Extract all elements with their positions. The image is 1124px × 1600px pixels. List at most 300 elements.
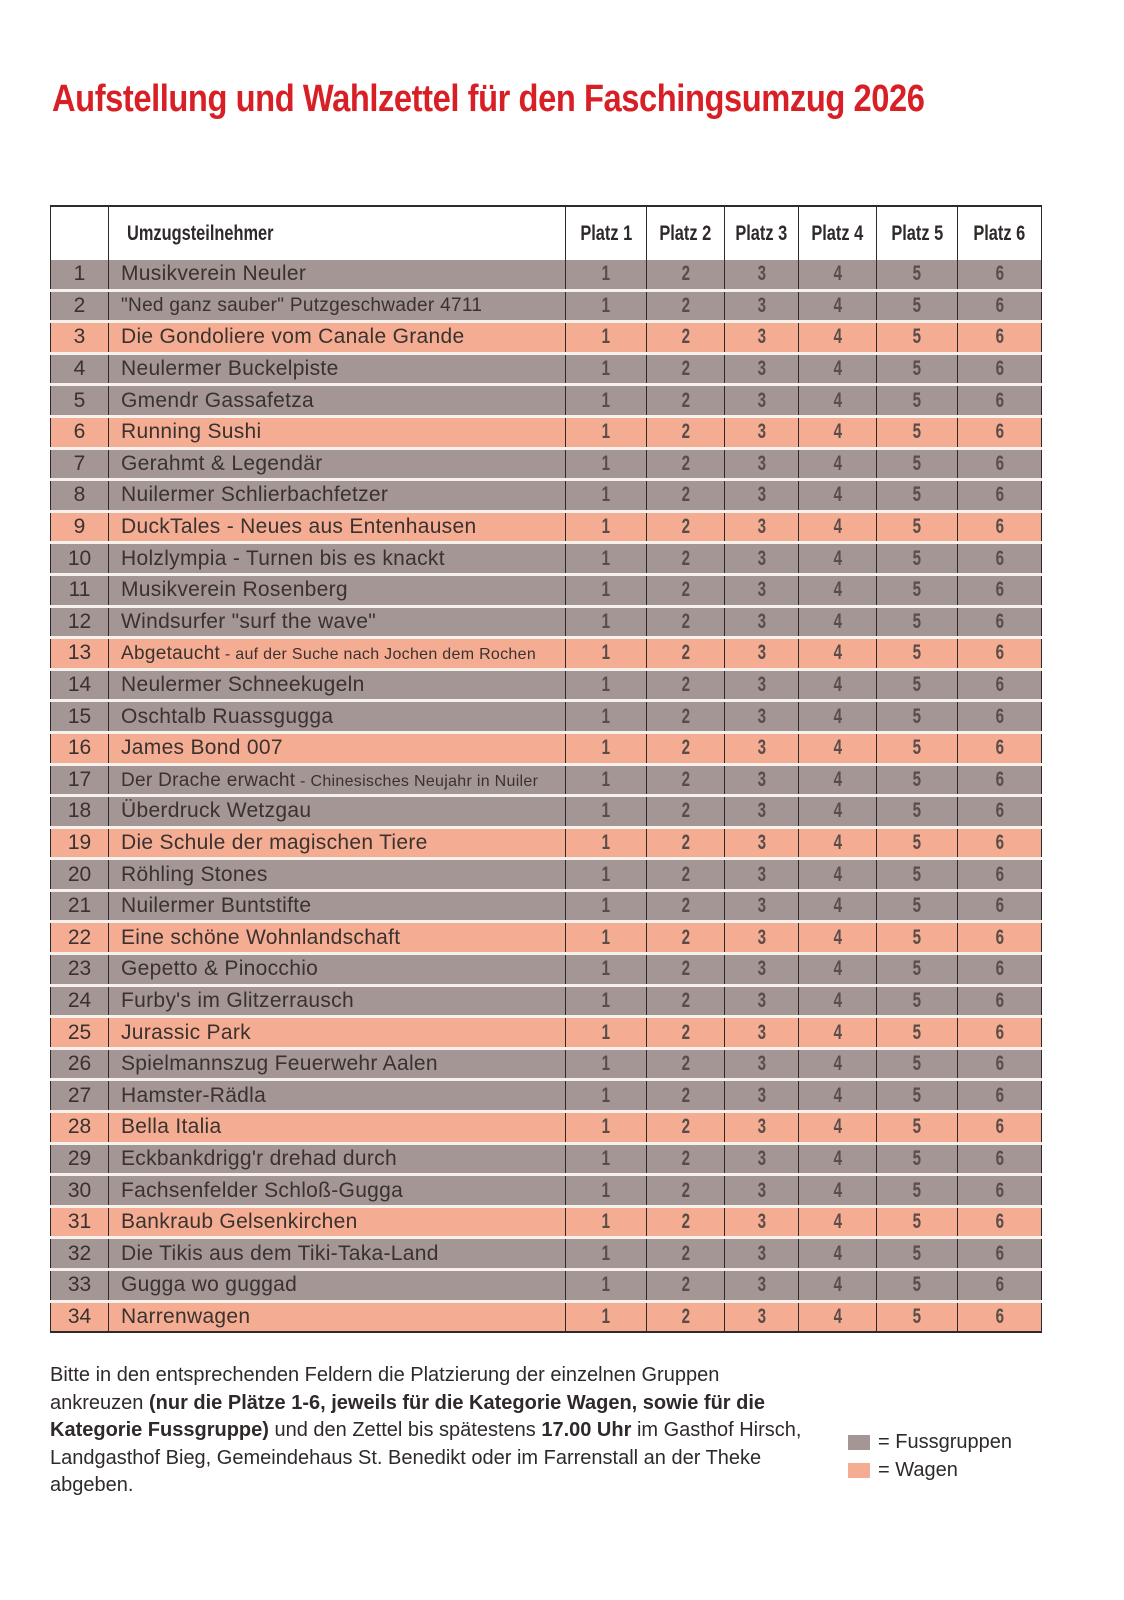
place-2-checkbox[interactable]: 2 xyxy=(647,1080,725,1112)
row-number: 5 xyxy=(51,385,109,417)
participant-name: James Bond 007 xyxy=(109,732,566,764)
place-4-checkbox[interactable]: 4 xyxy=(799,353,877,385)
place-5-checkbox[interactable]: 5 xyxy=(877,511,958,543)
participant-name: Die Tikis aus dem Tiki-Taka-Land xyxy=(109,1238,566,1270)
place-2-checkbox[interactable]: 2 xyxy=(647,1301,725,1332)
place-5-checkbox[interactable]: 5 xyxy=(877,1017,958,1049)
participant-name: Überdruck Wetzgau xyxy=(109,796,566,828)
place-4-checkbox[interactable]: 4 xyxy=(799,669,877,701)
row-number: 13 xyxy=(51,638,109,670)
participant-name: Eckbankdrigg'r drehad durch xyxy=(109,1143,566,1175)
place-2-checkbox[interactable]: 2 xyxy=(647,543,725,575)
place-1-checkbox[interactable]: 1 xyxy=(566,1270,647,1302)
place-3-checkbox[interactable]: 3 xyxy=(725,1112,799,1144)
row-number: 16 xyxy=(51,732,109,764)
place-4-checkbox[interactable]: 4 xyxy=(799,448,877,480)
place-4-checkbox[interactable]: 4 xyxy=(799,1017,877,1049)
place-6-checkbox[interactable]: 6 xyxy=(958,322,1042,354)
place-6-checkbox[interactable]: 6 xyxy=(958,290,1042,322)
place-2-checkbox[interactable]: 2 xyxy=(647,260,725,290)
place-5-checkbox[interactable]: 5 xyxy=(877,890,958,922)
row-number: 28 xyxy=(51,1112,109,1144)
place-2-checkbox[interactable]: 2 xyxy=(647,511,725,543)
place-1-checkbox[interactable]: 1 xyxy=(566,638,647,670)
place-1-checkbox[interactable]: 1 xyxy=(566,416,647,448)
place-2-checkbox[interactable]: 2 xyxy=(647,954,725,986)
place-5-checkbox[interactable]: 5 xyxy=(877,574,958,606)
table-row xyxy=(51,543,1042,575)
place-6-checkbox[interactable]: 6 xyxy=(958,1301,1042,1332)
place-1-checkbox[interactable]: 1 xyxy=(566,322,647,354)
place-2-checkbox[interactable]: 2 xyxy=(647,764,725,796)
place-3-checkbox[interactable]: 3 xyxy=(725,669,799,701)
place-6-checkbox[interactable]: 6 xyxy=(958,1017,1042,1049)
place-2-checkbox[interactable]: 2 xyxy=(647,1017,725,1049)
place-2-checkbox[interactable]: 2 xyxy=(647,890,725,922)
place-3-checkbox[interactable]: 3 xyxy=(725,1017,799,1049)
place-5-checkbox[interactable]: 5 xyxy=(877,1238,958,1270)
place-2-checkbox[interactable]: 2 xyxy=(647,1270,725,1302)
header-place-4: Platz 4 xyxy=(799,206,877,260)
place-4-checkbox[interactable]: 4 xyxy=(799,732,877,764)
place-1-checkbox[interactable]: 1 xyxy=(566,290,647,322)
table-row xyxy=(51,416,1042,448)
place-3-checkbox[interactable]: 3 xyxy=(725,985,799,1017)
row-number: 31 xyxy=(51,1206,109,1238)
place-1-checkbox[interactable]: 1 xyxy=(566,764,647,796)
place-3-checkbox[interactable]: 3 xyxy=(725,511,799,543)
table-row xyxy=(51,1112,1042,1144)
row-number: 15 xyxy=(51,701,109,733)
legend-item-fussgruppen: = Fussgruppen xyxy=(848,1428,1012,1456)
row-number: 21 xyxy=(51,890,109,922)
participant-name: Die Gondoliere vom Canale Grande xyxy=(109,322,566,354)
place-6-checkbox[interactable]: 6 xyxy=(958,985,1042,1017)
place-5-checkbox[interactable]: 5 xyxy=(877,448,958,480)
header-place-2: Platz 2 xyxy=(647,206,725,260)
place-4-checkbox[interactable]: 4 xyxy=(799,954,877,986)
place-6-checkbox[interactable]: 6 xyxy=(958,606,1042,638)
place-4-checkbox[interactable]: 4 xyxy=(799,606,877,638)
place-5-checkbox[interactable]: 5 xyxy=(877,638,958,670)
row-number: 33 xyxy=(51,1270,109,1302)
place-6-checkbox[interactable]: 6 xyxy=(958,796,1042,828)
place-4-checkbox[interactable]: 4 xyxy=(799,796,877,828)
place-3-checkbox[interactable]: 3 xyxy=(725,290,799,322)
place-3-checkbox[interactable]: 3 xyxy=(725,1238,799,1270)
place-1-checkbox[interactable]: 1 xyxy=(566,1017,647,1049)
place-3-checkbox[interactable]: 3 xyxy=(725,701,799,733)
place-1-checkbox[interactable]: 1 xyxy=(566,890,647,922)
place-6-checkbox[interactable]: 6 xyxy=(958,1048,1042,1080)
participant-name: Neulermer Buckelpiste xyxy=(109,353,566,385)
place-4-checkbox[interactable]: 4 xyxy=(799,1175,877,1207)
place-4-checkbox[interactable]: 4 xyxy=(799,1206,877,1238)
place-4-checkbox[interactable]: 4 xyxy=(799,385,877,417)
participant-name: Abgetaucht - auf der Suche nach Jochen dem Rochen xyxy=(109,638,566,670)
place-4-checkbox[interactable]: 4 xyxy=(799,859,877,891)
place-5-checkbox[interactable]: 5 xyxy=(877,290,958,322)
place-3-checkbox[interactable]: 3 xyxy=(725,732,799,764)
place-3-checkbox[interactable]: 3 xyxy=(725,1175,799,1207)
place-4-checkbox[interactable]: 4 xyxy=(799,322,877,354)
place-5-checkbox[interactable]: 5 xyxy=(877,1048,958,1080)
place-1-checkbox[interactable]: 1 xyxy=(566,732,647,764)
place-1-checkbox[interactable]: 1 xyxy=(566,669,647,701)
participant-name: Hamster-Rädla xyxy=(109,1080,566,1112)
place-5-checkbox[interactable]: 5 xyxy=(877,796,958,828)
place-4-checkbox[interactable]: 4 xyxy=(799,1048,877,1080)
place-1-checkbox[interactable]: 1 xyxy=(566,574,647,606)
place-2-checkbox[interactable]: 2 xyxy=(647,353,725,385)
participant-name: Musikverein Rosenberg xyxy=(109,574,566,606)
place-6-checkbox[interactable]: 6 xyxy=(958,574,1042,606)
row-number: 14 xyxy=(51,669,109,701)
place-6-checkbox[interactable]: 6 xyxy=(958,260,1042,290)
place-6-checkbox[interactable]: 6 xyxy=(958,827,1042,859)
participant-name: Narrenwagen xyxy=(109,1301,566,1332)
table-row xyxy=(51,511,1042,543)
row-number: 4 xyxy=(51,353,109,385)
place-3-checkbox[interactable]: 3 xyxy=(725,764,799,796)
place-2-checkbox[interactable]: 2 xyxy=(647,985,725,1017)
row-number: 10 xyxy=(51,543,109,575)
participant-name: Gugga wo guggad xyxy=(109,1270,566,1302)
place-2-checkbox[interactable]: 2 xyxy=(647,827,725,859)
table-row xyxy=(51,322,1042,354)
place-1-checkbox[interactable]: 1 xyxy=(566,448,647,480)
participant-name: Eine schöne Wohnlandschaft xyxy=(109,922,566,954)
place-3-checkbox[interactable]: 3 xyxy=(725,954,799,986)
place-5-checkbox[interactable]: 5 xyxy=(877,1112,958,1144)
place-3-checkbox[interactable]: 3 xyxy=(725,1301,799,1332)
place-6-checkbox[interactable]: 6 xyxy=(958,448,1042,480)
place-4-checkbox[interactable]: 4 xyxy=(799,1270,877,1302)
place-2-checkbox[interactable]: 2 xyxy=(647,1112,725,1144)
place-3-checkbox[interactable]: 3 xyxy=(725,859,799,891)
place-1-checkbox[interactable]: 1 xyxy=(566,1175,647,1207)
place-1-checkbox[interactable]: 1 xyxy=(566,260,647,290)
place-6-checkbox[interactable]: 6 xyxy=(958,764,1042,796)
participant-name: DuckTales - Neues aus Entenhausen xyxy=(109,511,566,543)
page-title: Aufstellung und Wahlzettel für den Faschingsumzug 2026 xyxy=(52,78,925,120)
place-6-checkbox[interactable]: 6 xyxy=(958,954,1042,986)
participant-name: Furby's im Glitzerrausch xyxy=(109,985,566,1017)
place-5-checkbox[interactable]: 5 xyxy=(877,385,958,417)
place-6-checkbox[interactable]: 6 xyxy=(958,1175,1042,1207)
place-6-checkbox[interactable]: 6 xyxy=(958,669,1042,701)
place-2-checkbox[interactable]: 2 xyxy=(647,416,725,448)
place-5-checkbox[interactable]: 5 xyxy=(877,827,958,859)
place-5-checkbox[interactable]: 5 xyxy=(877,416,958,448)
row-number: 11 xyxy=(51,574,109,606)
place-3-checkbox[interactable]: 3 xyxy=(725,638,799,670)
place-2-checkbox[interactable]: 2 xyxy=(647,574,725,606)
table-row xyxy=(51,1017,1042,1049)
place-1-checkbox[interactable]: 1 xyxy=(566,954,647,986)
swatch-wagen-icon xyxy=(848,1463,870,1478)
place-3-checkbox[interactable]: 3 xyxy=(725,448,799,480)
place-4-checkbox[interactable]: 4 xyxy=(799,511,877,543)
place-3-checkbox[interactable]: 3 xyxy=(725,574,799,606)
place-4-checkbox[interactable]: 4 xyxy=(799,1112,877,1144)
row-number: 9 xyxy=(51,511,109,543)
place-6-checkbox[interactable]: 6 xyxy=(958,638,1042,670)
row-number: 27 xyxy=(51,1080,109,1112)
row-number: 30 xyxy=(51,1175,109,1207)
row-number: 1 xyxy=(51,260,109,290)
header-place-1: Platz 1 xyxy=(566,206,647,260)
place-4-checkbox[interactable]: 4 xyxy=(799,1301,877,1332)
place-6-checkbox[interactable]: 6 xyxy=(958,385,1042,417)
place-4-checkbox[interactable]: 4 xyxy=(799,1143,877,1175)
place-4-checkbox[interactable]: 4 xyxy=(799,985,877,1017)
place-2-checkbox[interactable]: 2 xyxy=(647,922,725,954)
place-6-checkbox[interactable]: 6 xyxy=(958,1270,1042,1302)
place-4-checkbox[interactable]: 4 xyxy=(799,543,877,575)
place-6-checkbox[interactable]: 6 xyxy=(958,1206,1042,1238)
place-1-checkbox[interactable]: 1 xyxy=(566,827,647,859)
participant-name: Running Sushi xyxy=(109,416,566,448)
place-4-checkbox[interactable]: 4 xyxy=(799,290,877,322)
table-row xyxy=(51,1206,1042,1238)
table-row xyxy=(51,290,1042,322)
place-2-checkbox[interactable]: 2 xyxy=(647,859,725,891)
place-5-checkbox[interactable]: 5 xyxy=(877,1206,958,1238)
participant-name: Gepetto & Pinocchio xyxy=(109,954,566,986)
table-row xyxy=(51,260,1042,290)
place-3-checkbox[interactable]: 3 xyxy=(725,796,799,828)
place-3-checkbox[interactable]: 3 xyxy=(725,416,799,448)
place-4-checkbox[interactable]: 4 xyxy=(799,574,877,606)
place-4-checkbox[interactable]: 4 xyxy=(799,260,877,290)
place-1-checkbox[interactable]: 1 xyxy=(566,385,647,417)
participant-name: Nuilermer Schlierbachfetzer xyxy=(109,480,566,512)
place-6-checkbox[interactable]: 6 xyxy=(958,1112,1042,1144)
table-row xyxy=(51,764,1042,796)
place-4-checkbox[interactable]: 4 xyxy=(799,416,877,448)
place-1-checkbox[interactable]: 1 xyxy=(566,480,647,512)
row-number: 12 xyxy=(51,606,109,638)
place-2-checkbox[interactable]: 2 xyxy=(647,1048,725,1080)
place-5-checkbox[interactable]: 5 xyxy=(877,954,958,986)
row-number: 6 xyxy=(51,416,109,448)
place-6-checkbox[interactable]: 6 xyxy=(958,416,1042,448)
place-6-checkbox[interactable]: 6 xyxy=(958,890,1042,922)
table-row xyxy=(51,922,1042,954)
place-5-checkbox[interactable]: 5 xyxy=(877,322,958,354)
place-2-checkbox[interactable]: 2 xyxy=(647,732,725,764)
place-5-checkbox[interactable]: 5 xyxy=(877,1175,958,1207)
place-5-checkbox[interactable]: 5 xyxy=(877,1270,958,1302)
place-5-checkbox[interactable]: 5 xyxy=(877,606,958,638)
place-4-checkbox[interactable]: 4 xyxy=(799,922,877,954)
place-4-checkbox[interactable]: 4 xyxy=(799,638,877,670)
place-2-checkbox[interactable]: 2 xyxy=(647,385,725,417)
row-number: 17 xyxy=(51,764,109,796)
table-row xyxy=(51,669,1042,701)
header-place-3: Platz 3 xyxy=(725,206,799,260)
place-1-checkbox[interactable]: 1 xyxy=(566,922,647,954)
place-2-checkbox[interactable]: 2 xyxy=(647,1206,725,1238)
place-4-checkbox[interactable]: 4 xyxy=(799,1238,877,1270)
place-1-checkbox[interactable]: 1 xyxy=(566,353,647,385)
place-5-checkbox[interactable]: 5 xyxy=(877,701,958,733)
row-number: 2 xyxy=(51,290,109,322)
place-5-checkbox[interactable]: 5 xyxy=(877,480,958,512)
place-3-checkbox[interactable]: 3 xyxy=(725,322,799,354)
place-3-checkbox[interactable]: 3 xyxy=(725,385,799,417)
participant-name: Bella Italia xyxy=(109,1112,566,1144)
instructions-text: Bitte in den entsprechenden Feldern die Platzierung der einzelnen Gruppen ankreuzen (nur die Plätze 1-6, jeweils für die Kategorie Wagen, sowie für die Kategorie Fussgruppe) und den Zettel bis spätestens 17.00 Uhr im Gasthof Hirsch, Landgasthof Bieg, Gemeindehaus St. Benedikt oder im Farrenstall an der Theke abgeben. xyxy=(50,1364,802,1496)
row-number: 29 xyxy=(51,1143,109,1175)
table-header-row xyxy=(51,206,1042,260)
place-4-checkbox[interactable]: 4 xyxy=(799,1080,877,1112)
place-5-checkbox[interactable]: 5 xyxy=(877,1080,958,1112)
place-3-checkbox[interactable]: 3 xyxy=(725,922,799,954)
place-5-checkbox[interactable]: 5 xyxy=(877,859,958,891)
table-row xyxy=(51,1175,1042,1207)
row-number: 3 xyxy=(51,322,109,354)
place-4-checkbox[interactable]: 4 xyxy=(799,827,877,859)
row-number: 19 xyxy=(51,827,109,859)
header-number xyxy=(51,206,109,260)
participant-name: Neulermer Schneekugeln xyxy=(109,669,566,701)
header-participant: Umzugsteilnehmer xyxy=(109,206,566,260)
place-1-checkbox[interactable]: 1 xyxy=(566,1048,647,1080)
place-1-checkbox[interactable]: 1 xyxy=(566,985,647,1017)
place-4-checkbox[interactable]: 4 xyxy=(799,890,877,922)
row-number: 8 xyxy=(51,480,109,512)
place-3-checkbox[interactable]: 3 xyxy=(725,1270,799,1302)
place-2-checkbox[interactable]: 2 xyxy=(647,322,725,354)
place-3-checkbox[interactable]: 3 xyxy=(725,606,799,638)
place-1-checkbox[interactable]: 1 xyxy=(566,606,647,638)
place-2-checkbox[interactable]: 2 xyxy=(647,290,725,322)
place-1-checkbox[interactable]: 1 xyxy=(566,796,647,828)
place-4-checkbox[interactable]: 4 xyxy=(799,480,877,512)
participant-name: Gmendr Gassafetza xyxy=(109,385,566,417)
table-row xyxy=(51,732,1042,764)
place-3-checkbox[interactable]: 3 xyxy=(725,1143,799,1175)
place-1-checkbox[interactable]: 1 xyxy=(566,1238,647,1270)
place-2-checkbox[interactable]: 2 xyxy=(647,1238,725,1270)
table-row xyxy=(51,859,1042,891)
place-2-checkbox[interactable]: 2 xyxy=(647,606,725,638)
place-3-checkbox[interactable]: 3 xyxy=(725,353,799,385)
legend xyxy=(848,1428,1012,1484)
header-place-6: Platz 6 xyxy=(958,206,1042,260)
participant-name: Holzlympia - Turnen bis es knackt xyxy=(109,543,566,575)
swatch-fussgruppen-icon xyxy=(848,1435,870,1450)
place-5-checkbox[interactable]: 5 xyxy=(877,669,958,701)
place-5-checkbox[interactable]: 5 xyxy=(877,1143,958,1175)
place-2-checkbox[interactable]: 2 xyxy=(647,1175,725,1207)
place-6-checkbox[interactable]: 6 xyxy=(958,353,1042,385)
table-row xyxy=(51,574,1042,606)
table-row xyxy=(51,1301,1042,1332)
place-4-checkbox[interactable]: 4 xyxy=(799,764,877,796)
place-1-checkbox[interactable]: 1 xyxy=(566,543,647,575)
table-row xyxy=(51,954,1042,986)
participant-name: Fachsenfelder Schloß-Gugga xyxy=(109,1175,566,1207)
table-row xyxy=(51,827,1042,859)
place-6-checkbox[interactable]: 6 xyxy=(958,1238,1042,1270)
participant-name: Nuilermer Buntstifte xyxy=(109,890,566,922)
participant-name: Röhling Stones xyxy=(109,859,566,891)
participant-name: Der Drache erwacht - Chinesisches Neujahr in Nuiler xyxy=(109,764,566,796)
place-5-checkbox[interactable]: 5 xyxy=(877,985,958,1017)
place-3-checkbox[interactable]: 3 xyxy=(725,1048,799,1080)
place-1-checkbox[interactable]: 1 xyxy=(566,701,647,733)
place-2-checkbox[interactable]: 2 xyxy=(647,480,725,512)
place-6-checkbox[interactable]: 6 xyxy=(958,480,1042,512)
place-5-checkbox[interactable]: 5 xyxy=(877,353,958,385)
row-number: 25 xyxy=(51,1017,109,1049)
place-6-checkbox[interactable]: 6 xyxy=(958,701,1042,733)
ballot-table xyxy=(50,205,1042,1333)
place-1-checkbox[interactable]: 1 xyxy=(566,859,647,891)
place-1-checkbox[interactable]: 1 xyxy=(566,1301,647,1332)
row-number: 23 xyxy=(51,954,109,986)
place-3-checkbox[interactable]: 3 xyxy=(725,1080,799,1112)
place-1-checkbox[interactable]: 1 xyxy=(566,511,647,543)
place-5-checkbox[interactable]: 5 xyxy=(877,1301,958,1332)
place-5-checkbox[interactable]: 5 xyxy=(877,764,958,796)
place-3-checkbox[interactable]: 3 xyxy=(725,890,799,922)
place-3-checkbox[interactable]: 3 xyxy=(725,480,799,512)
place-6-checkbox[interactable]: 6 xyxy=(958,1080,1042,1112)
place-4-checkbox[interactable]: 4 xyxy=(799,701,877,733)
table-row xyxy=(51,1080,1042,1112)
place-1-checkbox[interactable]: 1 xyxy=(566,1143,647,1175)
table-row xyxy=(51,1143,1042,1175)
place-3-checkbox[interactable]: 3 xyxy=(725,827,799,859)
place-6-checkbox[interactable]: 6 xyxy=(958,922,1042,954)
row-number: 7 xyxy=(51,448,109,480)
table-row xyxy=(51,638,1042,670)
place-6-checkbox[interactable]: 6 xyxy=(958,543,1042,575)
place-6-checkbox[interactable]: 6 xyxy=(958,859,1042,891)
header-place-5: Platz 5 xyxy=(877,206,958,260)
place-6-checkbox[interactable]: 6 xyxy=(958,732,1042,764)
participant-name: Oschtalb Ruassgugga xyxy=(109,701,566,733)
place-3-checkbox[interactable]: 3 xyxy=(725,543,799,575)
place-1-checkbox[interactable]: 1 xyxy=(566,1080,647,1112)
table-row xyxy=(51,701,1042,733)
place-2-checkbox[interactable]: 2 xyxy=(647,638,725,670)
place-1-checkbox[interactable]: 1 xyxy=(566,1112,647,1144)
table-row xyxy=(51,480,1042,512)
place-2-checkbox[interactable]: 2 xyxy=(647,701,725,733)
place-6-checkbox[interactable]: 6 xyxy=(958,1143,1042,1175)
place-2-checkbox[interactable]: 2 xyxy=(647,796,725,828)
table-row xyxy=(51,1238,1042,1270)
row-number: 20 xyxy=(51,859,109,891)
place-5-checkbox[interactable]: 5 xyxy=(877,543,958,575)
place-5-checkbox[interactable]: 5 xyxy=(877,732,958,764)
place-2-checkbox[interactable]: 2 xyxy=(647,1143,725,1175)
place-5-checkbox[interactable]: 5 xyxy=(877,260,958,290)
place-2-checkbox[interactable]: 2 xyxy=(647,669,725,701)
participant-name: "Ned ganz sauber" Putzgeschwader 4711 xyxy=(109,290,566,322)
place-1-checkbox[interactable]: 1 xyxy=(566,1206,647,1238)
place-2-checkbox[interactable]: 2 xyxy=(647,448,725,480)
place-6-checkbox[interactable]: 6 xyxy=(958,511,1042,543)
place-3-checkbox[interactable]: 3 xyxy=(725,1206,799,1238)
place-5-checkbox[interactable]: 5 xyxy=(877,922,958,954)
place-3-checkbox[interactable]: 3 xyxy=(725,260,799,290)
